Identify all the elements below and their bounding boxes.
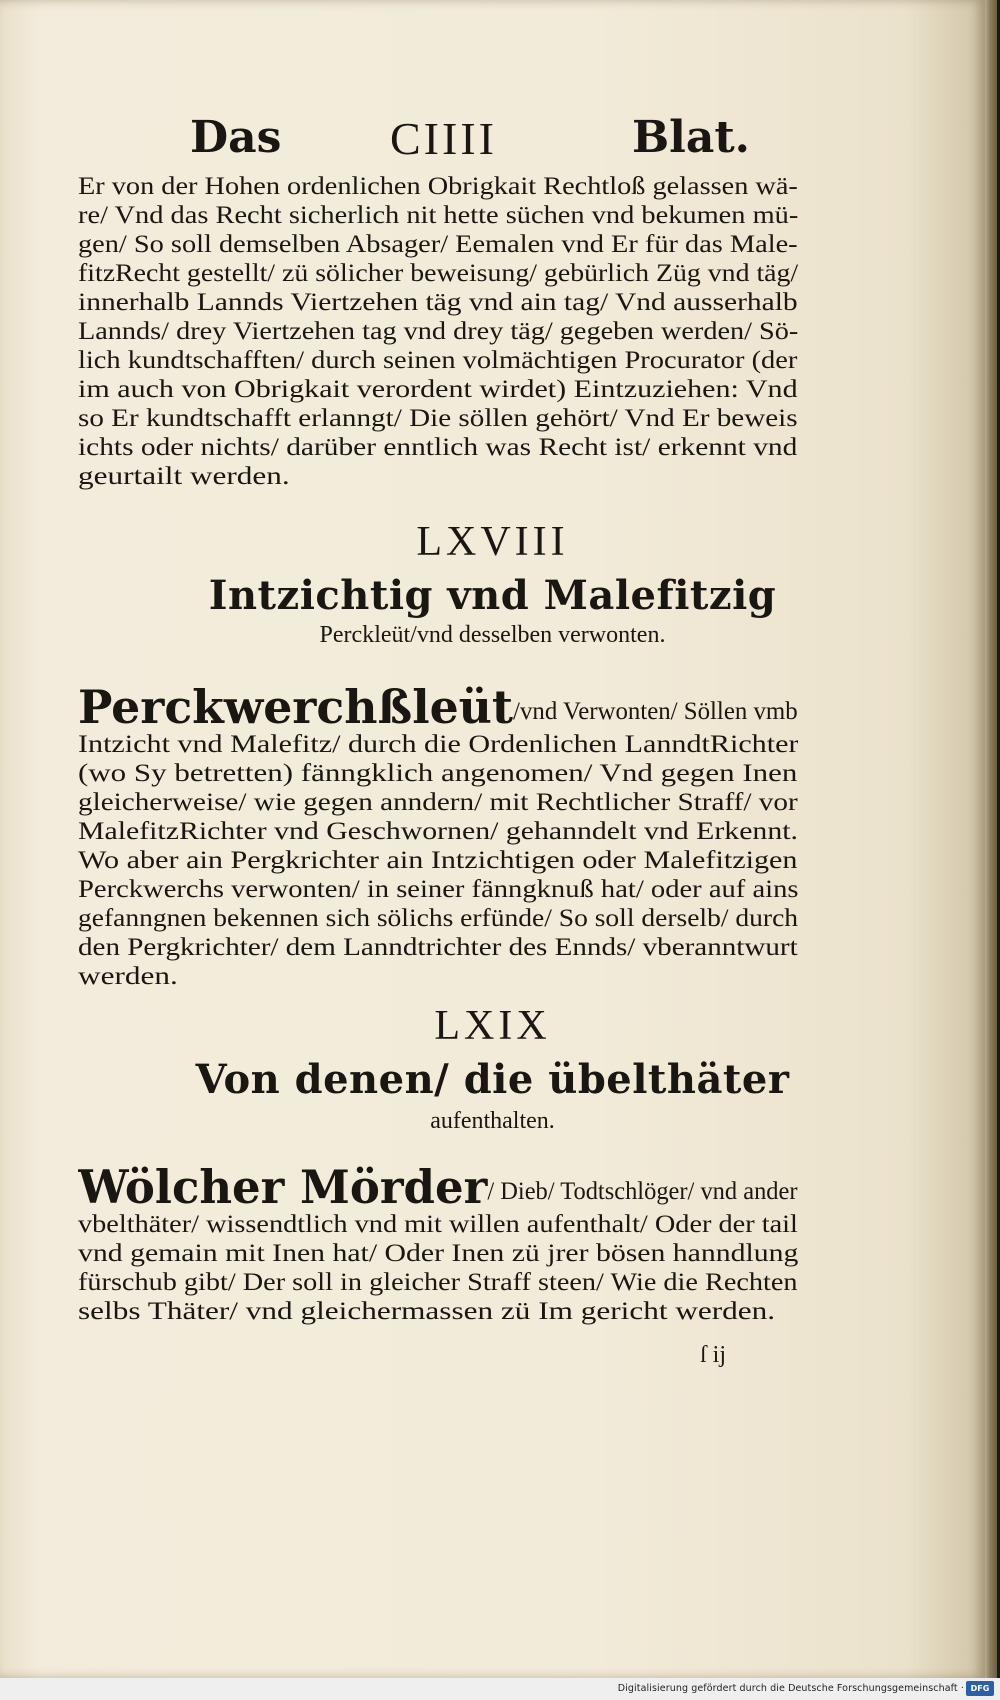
running-head bbox=[190, 112, 750, 172]
first-line bbox=[78, 684, 798, 730]
paragraph-section-lxviii bbox=[78, 684, 798, 991]
text-line: so Er kundtschafft erlanngt/ Die söllen gehört/ Vnd Er beweis bbox=[78, 405, 798, 432]
running-head-right: Blat. bbox=[631, 112, 750, 163]
text-line: gleicherweise/ wie gegen anndern/ mit Rechtlicher Straff/ vor bbox=[78, 789, 798, 816]
paragraph-continued bbox=[78, 172, 798, 491]
dfg-logo: DFG bbox=[966, 1681, 994, 1696]
initial-word: Perckwerchßleüt bbox=[78, 684, 514, 730]
section-number: LXIX bbox=[434, 1003, 551, 1049]
first-line bbox=[78, 1164, 798, 1210]
text-line: selbs Thäter/ vnd gleichermassen zü Im gericht werden. bbox=[78, 1298, 776, 1325]
text-line: Perckwerchs verwonten/ in seiner fänngknuß hat/ oder auf ains bbox=[78, 876, 799, 903]
folio-number: CIIII bbox=[390, 113, 497, 164]
text-line: innerhalb Lannds Viertzehen täg vnd ain tag/ Vnd ausserhalb bbox=[78, 289, 798, 316]
section-subtitle: Perckleüt/vnd desselben verwonten. bbox=[319, 622, 666, 648]
section-title: Von denen/ die übelthäter bbox=[195, 1056, 790, 1103]
text-line: gen/ So soll demselben Absager/ Eemalen vnd Er für das Male- bbox=[78, 231, 798, 258]
text-line: vnd gemain mit Inen hat/ Oder Inen zü jrer bösen hanndlung bbox=[78, 1240, 798, 1267]
text-line: vbelthäter/ wissendtlich vnd mit willen aufenthalt/ Oder der tail bbox=[78, 1211, 798, 1238]
first-line-rest: / Dieb/ Todtschlöger/ vnd ander bbox=[487, 1178, 798, 1205]
text-line: im auch von Obrigkait verordent wirdet) Eintzuziehen: Vnd bbox=[78, 376, 798, 403]
section-number: LXVIII bbox=[416, 519, 569, 565]
section-title: Intzichtig vnd Malefitzig bbox=[208, 572, 777, 619]
text-line: (wo Sy betretten) fänngklich angenomen/ Vnd gegen Inen bbox=[78, 760, 798, 787]
page-edge bbox=[985, 0, 997, 1690]
running-head-left: Das bbox=[190, 112, 282, 163]
text-line: MalefitzRichter vnd Geschwornen/ gehanndelt vnd Erkennt. bbox=[78, 818, 798, 845]
paragraph-section-lxix bbox=[78, 1164, 798, 1326]
first-line-rest: /vnd Verwonten/ Söllen vmb bbox=[513, 698, 798, 725]
text-line: fürschub gibt/ Der soll in gleicher Straff steen/ Wie die Rechten bbox=[78, 1269, 798, 1296]
text-line: Lannds/ drey Viertzehen tag vnd drey täg/ gegeben werden/ Sö- bbox=[78, 318, 798, 345]
signature-mark: ſ ij bbox=[700, 1342, 727, 1368]
text-line: Intzicht vnd Malefitz/ durch die Ordenlichen LanndtRichter bbox=[78, 731, 798, 758]
text-line: lich kundtschafften/ durch seinen volmächtigen Procurator (der bbox=[78, 347, 798, 374]
text-line: Wo aber ain Pergkrichter ain Intzichtigen oder Malefitzigen bbox=[78, 847, 798, 874]
text-line: geurtailt werden. bbox=[78, 463, 290, 490]
text-line: fitzRecht gestellt/ zü sölicher beweisung/ gebürlich Züg vnd täg/ bbox=[78, 260, 799, 287]
text-line: Er von der Hohen ordenlichen Obrigkait Rechtloß gelassen wä- bbox=[78, 173, 798, 200]
text-line: gefanngnen bekennen sich sölichs erfünde/ So soll derselb/ durch bbox=[78, 905, 799, 932]
text-line: ichts oder nichts/ darüber enntlich was Recht ist/ erkennt vnd bbox=[78, 434, 798, 461]
section-subtitle: aufenthalten. bbox=[430, 1108, 555, 1134]
text-line: werden. bbox=[78, 963, 178, 990]
text-line: re/ Vnd das Recht sicherlich nit hette süchen vnd bekumen mü- bbox=[78, 202, 799, 229]
footer-credit: Digitalisierung gefördert durch die Deutsche Forschungsgemeinschaft · bbox=[617, 1683, 964, 1694]
text-line: den Pergkrichter/ dem Lanndtrichter des Ennds/ vberanntwurt bbox=[78, 934, 798, 961]
initial-word: Wölcher Mörder bbox=[78, 1164, 488, 1210]
